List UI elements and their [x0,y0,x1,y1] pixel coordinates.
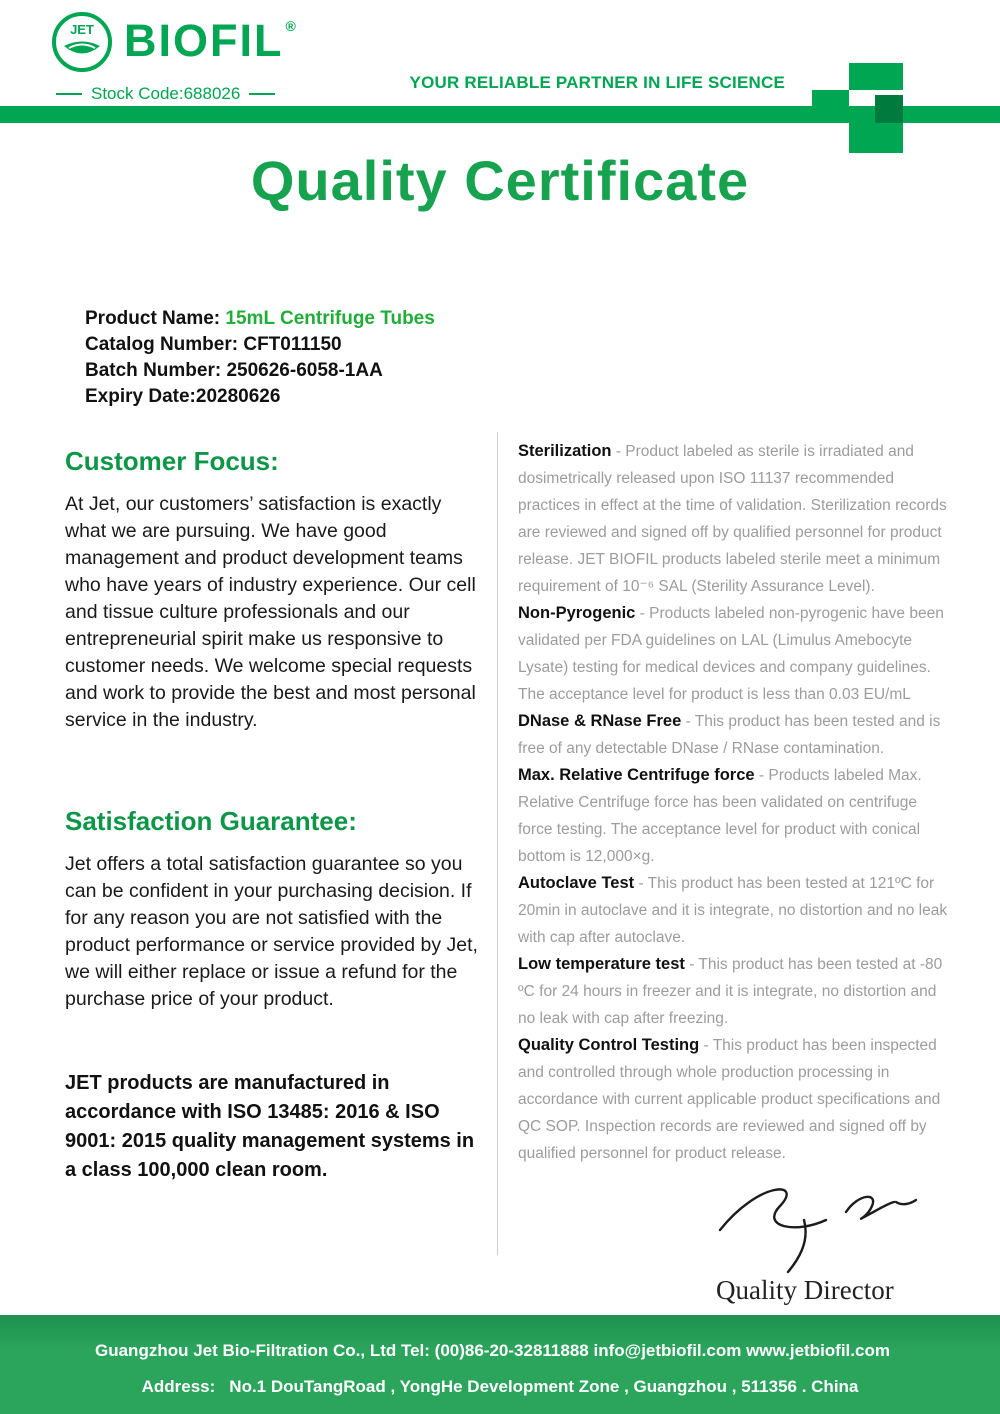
product-name-value: 15mL Centrifuge Tubes [225,308,435,329]
batch-number-label: Batch Number: [85,360,227,381]
stock-code [56,84,296,104]
spec-item [518,951,948,1032]
spec-title: Max. Relative Centrifuge force [518,766,755,784]
jet-logo-text: JET [70,22,94,37]
catalog-number-value: CFT011150 [243,334,342,355]
registered-trademark-icon: ® [285,18,296,34]
signature-block [700,1178,940,1306]
spec-item [518,762,948,870]
footer-contact-row [0,1315,1000,1361]
decorative-square [849,63,903,90]
catalog-number-row [85,332,435,358]
footer-company: Guangzhou Jet Bio-Filtration Co., Ltd [95,1341,397,1360]
customer-focus-heading: Customer Focus: [65,446,279,476]
batch-number-value: 250626-6058-1AA [226,360,383,381]
page-title: Quality Certificate [250,149,750,212]
spec-title: Non-Pyrogenic [518,604,636,622]
spec-body: - This product has been tested at 121ºC for 20min in autoclave and it is integrate, no distortion and no leak with cap after autoclave. [518,875,948,946]
spec-item [518,600,948,708]
expiry-date-value: 20280626 [195,386,281,407]
spec-title: Low temperature test [518,955,685,973]
spec-body: - Product labeled as sterile is irradiated and dosimetrically released upon ISO 11137 recommended practices in effect at the time of validation. Sterilization records are reviewed and signed off by qualified personnel for product release. JET BIOFIL products labeled sterile meet a minimum requirement of 10⁻⁶ SAL (Sterility Assurance Level). [518,443,947,595]
brand-logo-block [50,10,296,104]
footer-email: info@jetbiofil.com [593,1341,742,1360]
footer-tel: Tel: (00)86-20-32811888 [400,1341,589,1360]
brand-name: BIOFIL [124,15,284,66]
spec-item [518,708,948,762]
spec-title: Sterilization [518,442,612,460]
catalog-number-label: Catalog Number: [85,334,244,355]
header-green-bar [0,106,1000,123]
product-name-label: Product Name: [85,308,226,329]
spec-title: Quality Control Testing [518,1036,700,1054]
spec-body: - Products labeled Max. Relative Centrifuge force has been validated on centrifuge force testing. The acceptance level for product with conical bottom is 12,000×g. [518,767,922,865]
footer-website: www.jetbiofil.com [746,1341,890,1360]
decorative-square [812,90,849,123]
specs-column [518,438,948,1167]
signature-role-label: Quality Director [716,1275,894,1305]
footer-address-value: No.1 DouTangRoad , YongHe Development Zone , Guangzhou , 511356 . China [229,1377,859,1396]
satisfaction-guarantee-heading: Satisfaction Guarantee: [65,806,357,836]
expiry-date-row [85,384,435,410]
column-divider [497,432,498,1255]
expiry-date-label: Expiry Date: [85,386,196,407]
batch-number-row [85,358,435,384]
footer [0,1315,1000,1414]
spec-title: Autoclave Test [518,874,635,892]
decorative-square [875,95,903,123]
spec-body: - This product has been inspected and controlled through whole production processing in accordance with current applicable product specifications and QC SOP. Inspection records are reviewed and signed off by qualified personnel for product release. [518,1037,941,1162]
spec-body: - Products labeled non-pyrogenic have been validated per FDA guidelines on LAL (Limulus Amebocyte Lysate) testing for medical devices and company guidelines. The acceptance level for product is less than 0.03 EU/mL [518,605,944,703]
satisfaction-guarantee-body: Jet offers a total satisfaction guarantee so you can be confident in your purchasing decision. If for any reason you are not satisfied with the product performance or service provided by Jet, we will either replace or issue a refund for the purchase price of your product. [65,853,478,1010]
footer-address-row [0,1377,1000,1397]
spec-item [518,438,948,600]
iso-statement: JET products are manufactured in accordance with ISO 13485: 2016 & ISO 9001: 2015 quality management systems in a class 100,000 clean room. [65,1072,475,1181]
spec-body: - This product has been tested at -80 ºC for 24 hours in freezer and it is integrate, no distortion and no leak with cap after freezing. [518,956,943,1027]
stock-code-line [249,93,275,95]
stock-code-line [56,93,82,95]
spec-title: DNase & RNase Free [518,712,682,730]
signature-icon [700,1178,930,1274]
jet-logo-icon [50,10,114,74]
stock-code-text: Stock Code:688026 [91,84,241,103]
spec-body: - This product has been tested and is free of any detectable DNase / RNase contamination. [518,713,941,757]
brand-tagline: YOUR RELIABLE PARTNER IN LIFE SCIENCE [409,73,785,92]
left-column [65,446,487,1185]
product-info [85,306,435,410]
spec-item [518,870,948,951]
footer-address-label: Address: [141,1377,216,1396]
customer-focus-body: At Jet, our customers’ satisfaction is exactly what we are pursuing. We have good management and product development teams who have years of industry experience. Our cell and tissue culture professionals and our entrepreneurial spirit make us responsive to customer needs. We welcome special requests and work to provide the best and most personal service in the industry. [65,493,476,731]
spec-item [518,1032,948,1167]
product-name-row [85,306,435,332]
